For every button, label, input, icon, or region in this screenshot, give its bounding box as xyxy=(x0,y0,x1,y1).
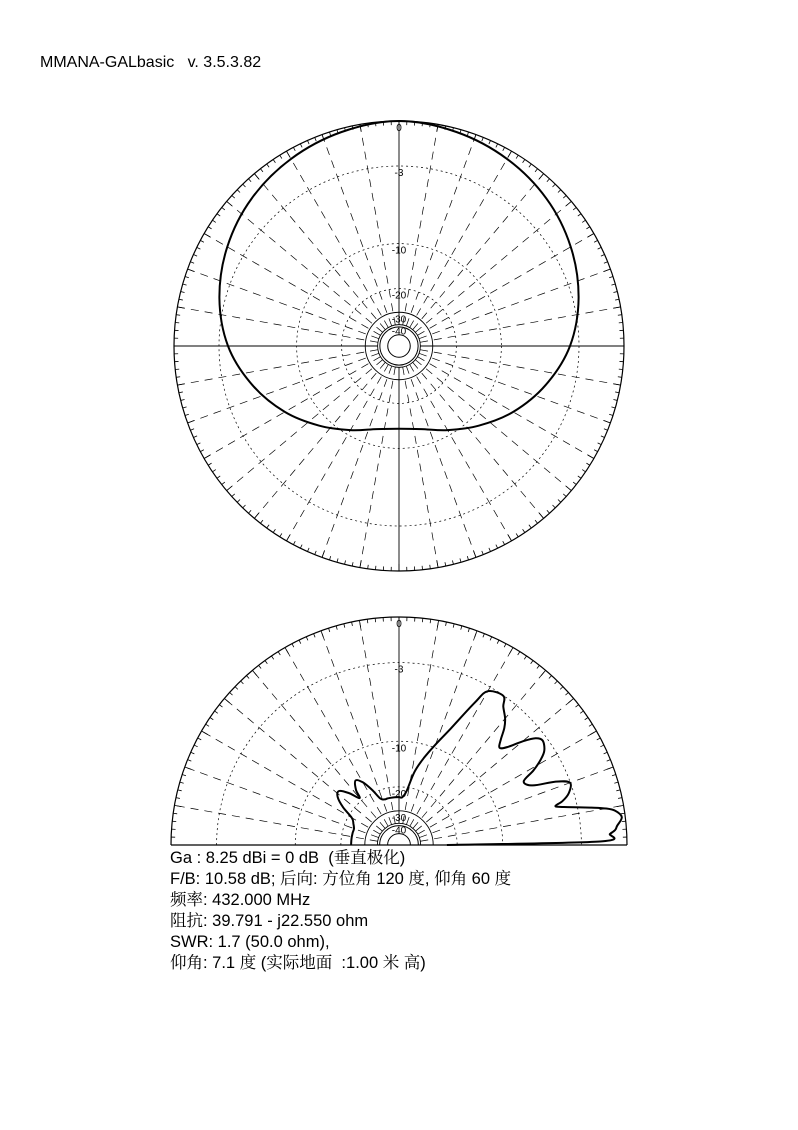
scale-tick xyxy=(611,284,615,285)
scale-tick xyxy=(616,790,620,791)
scale-tick xyxy=(594,240,598,242)
scale-tick xyxy=(535,520,537,523)
scale-tick xyxy=(260,520,262,523)
scale-tick xyxy=(430,619,431,623)
scale-tick xyxy=(232,494,235,497)
scale-tick xyxy=(529,525,531,528)
scale-tick xyxy=(367,619,368,623)
scale-tick xyxy=(489,140,491,144)
scale-tick xyxy=(180,782,184,783)
scale-tick xyxy=(273,159,275,162)
scale-tick xyxy=(597,738,601,740)
radial-spoke xyxy=(360,367,395,568)
scale-tick xyxy=(200,450,204,452)
scale-tick xyxy=(190,262,194,263)
scale-tick xyxy=(614,782,618,783)
scale-tick xyxy=(445,562,446,566)
swr-line: SWR: 1.7 (50.0 ohm), xyxy=(170,933,330,951)
scale-tick xyxy=(181,292,185,293)
scale-tick xyxy=(537,665,539,668)
scale-tick xyxy=(222,482,225,484)
scale-tick xyxy=(600,745,604,747)
scale-tick xyxy=(185,276,189,277)
ring-label: 0 xyxy=(396,123,402,134)
scale-tick xyxy=(246,676,249,679)
scale-tick xyxy=(615,392,619,393)
scale-tick xyxy=(267,525,269,528)
scale-tick xyxy=(208,463,211,465)
scale-tick xyxy=(210,718,213,720)
scale-tick xyxy=(173,813,177,814)
scale-tick xyxy=(461,626,462,630)
scale-tick xyxy=(460,558,461,562)
scale-tick xyxy=(523,159,525,162)
scale-tick xyxy=(578,214,581,216)
scale-tick xyxy=(453,624,454,628)
scale-tick xyxy=(293,147,295,151)
scale-tick xyxy=(503,541,505,545)
scale-tick xyxy=(589,724,592,726)
scale-tick xyxy=(219,705,222,707)
ring-label: -30 xyxy=(391,812,407,824)
scale-tick xyxy=(496,144,498,148)
radial-spoke xyxy=(227,201,383,332)
scale-tick xyxy=(604,752,608,754)
scale-tick xyxy=(292,644,294,648)
scale-tick xyxy=(197,247,201,249)
scale-tick xyxy=(615,299,619,300)
scale-tick xyxy=(604,429,608,430)
scale-tick xyxy=(516,533,518,536)
results-info xyxy=(170,848,511,974)
scale-tick xyxy=(529,164,531,167)
scale-tick xyxy=(586,463,589,465)
scale-tick xyxy=(601,254,605,256)
scale-tick xyxy=(278,652,280,655)
scale-tick xyxy=(576,705,579,707)
radial-spoke xyxy=(413,670,546,828)
scale-tick xyxy=(518,652,520,655)
scale-tick xyxy=(504,644,506,648)
scale-tick xyxy=(621,813,625,814)
scale-tick xyxy=(232,195,235,198)
inner-ring xyxy=(388,335,411,358)
scale-tick xyxy=(558,500,561,503)
scale-tick xyxy=(300,545,302,549)
scale-tick xyxy=(248,510,251,513)
scale-tick xyxy=(586,227,589,229)
radial-spoke xyxy=(420,307,621,342)
scale-tick xyxy=(352,562,353,566)
scale-tick xyxy=(601,436,605,438)
scale-tick xyxy=(535,169,537,172)
radial-spoke xyxy=(254,174,385,330)
scale-tick xyxy=(503,147,505,151)
scale-tick xyxy=(524,656,526,659)
ring-label: -3 xyxy=(394,168,404,179)
scale-tick xyxy=(222,207,225,209)
ring-label: -40 xyxy=(391,326,407,338)
scale-tick xyxy=(598,247,602,249)
scale-tick xyxy=(563,195,566,198)
scale-tick xyxy=(260,169,262,172)
scale-tick xyxy=(565,692,568,695)
scale-tick xyxy=(618,315,622,316)
ring-label: -3 xyxy=(394,664,404,676)
radial-spoke xyxy=(360,124,395,325)
scale-tick xyxy=(183,407,187,408)
radial-spoke xyxy=(177,350,378,385)
scale-tick xyxy=(490,637,492,641)
scale-tick xyxy=(609,276,613,277)
scale-tick xyxy=(185,414,189,415)
scale-tick xyxy=(516,155,518,158)
scale-tick xyxy=(243,184,246,187)
scale-tick xyxy=(573,207,576,209)
frequency-line: 频率: 432.000 MHz xyxy=(170,891,311,909)
scale-tick xyxy=(191,752,195,754)
scale-tick xyxy=(598,443,602,445)
scale-tick xyxy=(280,533,282,536)
radial-spoke xyxy=(413,174,544,330)
scale-tick xyxy=(337,558,338,562)
scale-tick xyxy=(217,214,220,216)
scale-tick xyxy=(496,545,498,549)
scale-tick xyxy=(336,626,337,630)
scale-tick xyxy=(547,179,550,182)
ring-label: -40 xyxy=(391,825,407,837)
radial-spoke xyxy=(403,367,438,568)
radial-spoke xyxy=(420,805,623,841)
scale-tick xyxy=(553,505,556,508)
scale-tick xyxy=(179,392,183,393)
scale-tick xyxy=(183,284,187,285)
scale-tick xyxy=(468,628,469,632)
scale-tick xyxy=(194,745,198,747)
scale-tick xyxy=(613,292,617,293)
scale-tick xyxy=(314,634,315,638)
scale-tick xyxy=(188,760,192,761)
radial-spoke xyxy=(403,124,438,325)
scale-tick xyxy=(531,661,533,664)
radial-spoke xyxy=(420,350,621,385)
scale-tick xyxy=(299,640,301,644)
scale-tick xyxy=(582,220,585,222)
scale-tick xyxy=(452,560,453,564)
radial-spoke xyxy=(252,670,385,828)
scale-tick xyxy=(604,262,608,263)
scale-tick xyxy=(585,718,588,720)
scale-tick xyxy=(212,470,215,472)
scale-tick xyxy=(482,137,483,141)
scale-tick xyxy=(558,190,561,193)
scale-tick xyxy=(609,414,613,415)
scale-tick xyxy=(368,565,369,569)
scale-tick xyxy=(612,775,616,776)
scale-tick xyxy=(248,179,251,182)
scale-tick xyxy=(580,711,583,713)
scale-tick xyxy=(182,775,186,776)
scale-tick xyxy=(206,724,209,726)
scale-tick xyxy=(193,436,197,438)
scale-tick xyxy=(553,184,556,187)
radial-spoke xyxy=(416,698,574,831)
scale-tick xyxy=(300,144,302,148)
scale-tick xyxy=(265,661,267,664)
scale-tick xyxy=(555,681,558,684)
radial-spoke xyxy=(224,698,382,831)
scale-tick xyxy=(560,687,563,690)
scale-tick xyxy=(613,399,617,400)
scale-tick xyxy=(215,711,218,713)
scale-tick xyxy=(237,190,240,193)
scale-tick xyxy=(618,377,622,378)
scale-tick xyxy=(329,556,330,560)
scale-tick xyxy=(578,476,581,478)
radial-spoke xyxy=(177,307,378,342)
elevation-line: 仰角: 7.1 度 (实际地面 :1.00 米 高) xyxy=(170,954,426,972)
scale-tick xyxy=(217,476,220,478)
scale-tick xyxy=(272,656,274,659)
gain-line: Ga : 8.25 dBi = 0 dB (垂直极化) xyxy=(170,849,406,867)
scale-tick xyxy=(212,220,215,222)
scale-tick xyxy=(208,227,211,229)
scale-tick xyxy=(329,628,330,632)
scale-tick xyxy=(176,798,180,799)
scale-tick xyxy=(547,510,550,513)
scale-tick xyxy=(181,399,185,400)
ring-label: -30 xyxy=(391,314,407,326)
scale-tick xyxy=(273,529,275,532)
radial-spoke xyxy=(359,620,395,823)
scale-tick xyxy=(293,541,295,545)
scale-tick xyxy=(190,429,194,430)
scale-tick xyxy=(345,560,346,564)
scale-tick xyxy=(618,798,622,799)
scale-tick xyxy=(315,137,316,141)
scale-tick xyxy=(489,548,491,552)
horizontal-pattern-chart xyxy=(174,121,624,571)
scale-tick xyxy=(497,640,499,644)
front-back-line: F/B: 10.58 dB; 后向: 方位角 120 度, 仰角 60 度 xyxy=(170,870,512,888)
scale-tick xyxy=(198,738,202,740)
scale-tick xyxy=(344,624,345,628)
scale-tick xyxy=(467,556,468,560)
radial-spoke xyxy=(254,362,385,518)
radial-spoke xyxy=(403,620,439,823)
vertical-pattern-chart xyxy=(171,617,627,845)
scale-tick xyxy=(307,548,309,552)
scale-tick xyxy=(197,443,201,445)
scale-tick xyxy=(241,681,244,684)
scale-tick xyxy=(267,164,269,167)
scale-tick xyxy=(178,790,182,791)
radial-spoke xyxy=(415,360,571,491)
radial-spoke xyxy=(415,201,571,332)
scale-tick xyxy=(563,494,566,497)
scale-tick xyxy=(237,500,240,503)
scale-tick xyxy=(482,551,483,555)
scale-tick xyxy=(573,482,576,484)
radial-spoke xyxy=(413,362,544,518)
scale-tick xyxy=(594,450,598,452)
scale-tick xyxy=(306,637,308,641)
scale-tick xyxy=(483,634,484,638)
scale-tick xyxy=(549,676,552,679)
impedance-line: 阻抗: 39.791 - j22.550 ohm xyxy=(170,912,369,930)
app-title: MMANA-GALbasic v. 3.5.3.82 xyxy=(40,54,262,71)
scale-tick xyxy=(352,622,353,626)
ring-label: 0 xyxy=(396,619,402,630)
scale-tick xyxy=(315,551,316,555)
scale-tick xyxy=(607,760,611,761)
ring-label: -10 xyxy=(391,245,407,257)
scale-tick xyxy=(280,155,282,158)
scale-tick xyxy=(243,505,246,508)
scale-tick xyxy=(259,665,261,668)
scale-tick xyxy=(430,565,431,569)
scale-tick xyxy=(176,315,180,316)
ring-label: -20 xyxy=(391,788,407,800)
scale-tick xyxy=(176,377,180,378)
pattern-curve xyxy=(337,691,621,845)
scale-tick xyxy=(230,692,233,695)
radial-spoke xyxy=(227,360,383,491)
scale-tick xyxy=(446,622,447,626)
scale-tick xyxy=(235,687,238,690)
scale-tick xyxy=(582,470,585,472)
scale-tick xyxy=(307,140,309,144)
ring-label: -10 xyxy=(391,743,407,755)
ring-label: -20 xyxy=(391,290,407,302)
scale-tick xyxy=(611,407,615,408)
scale-tick xyxy=(523,529,525,532)
scale-tick xyxy=(179,299,183,300)
scale-tick xyxy=(193,254,197,256)
scale-tick xyxy=(200,240,204,242)
